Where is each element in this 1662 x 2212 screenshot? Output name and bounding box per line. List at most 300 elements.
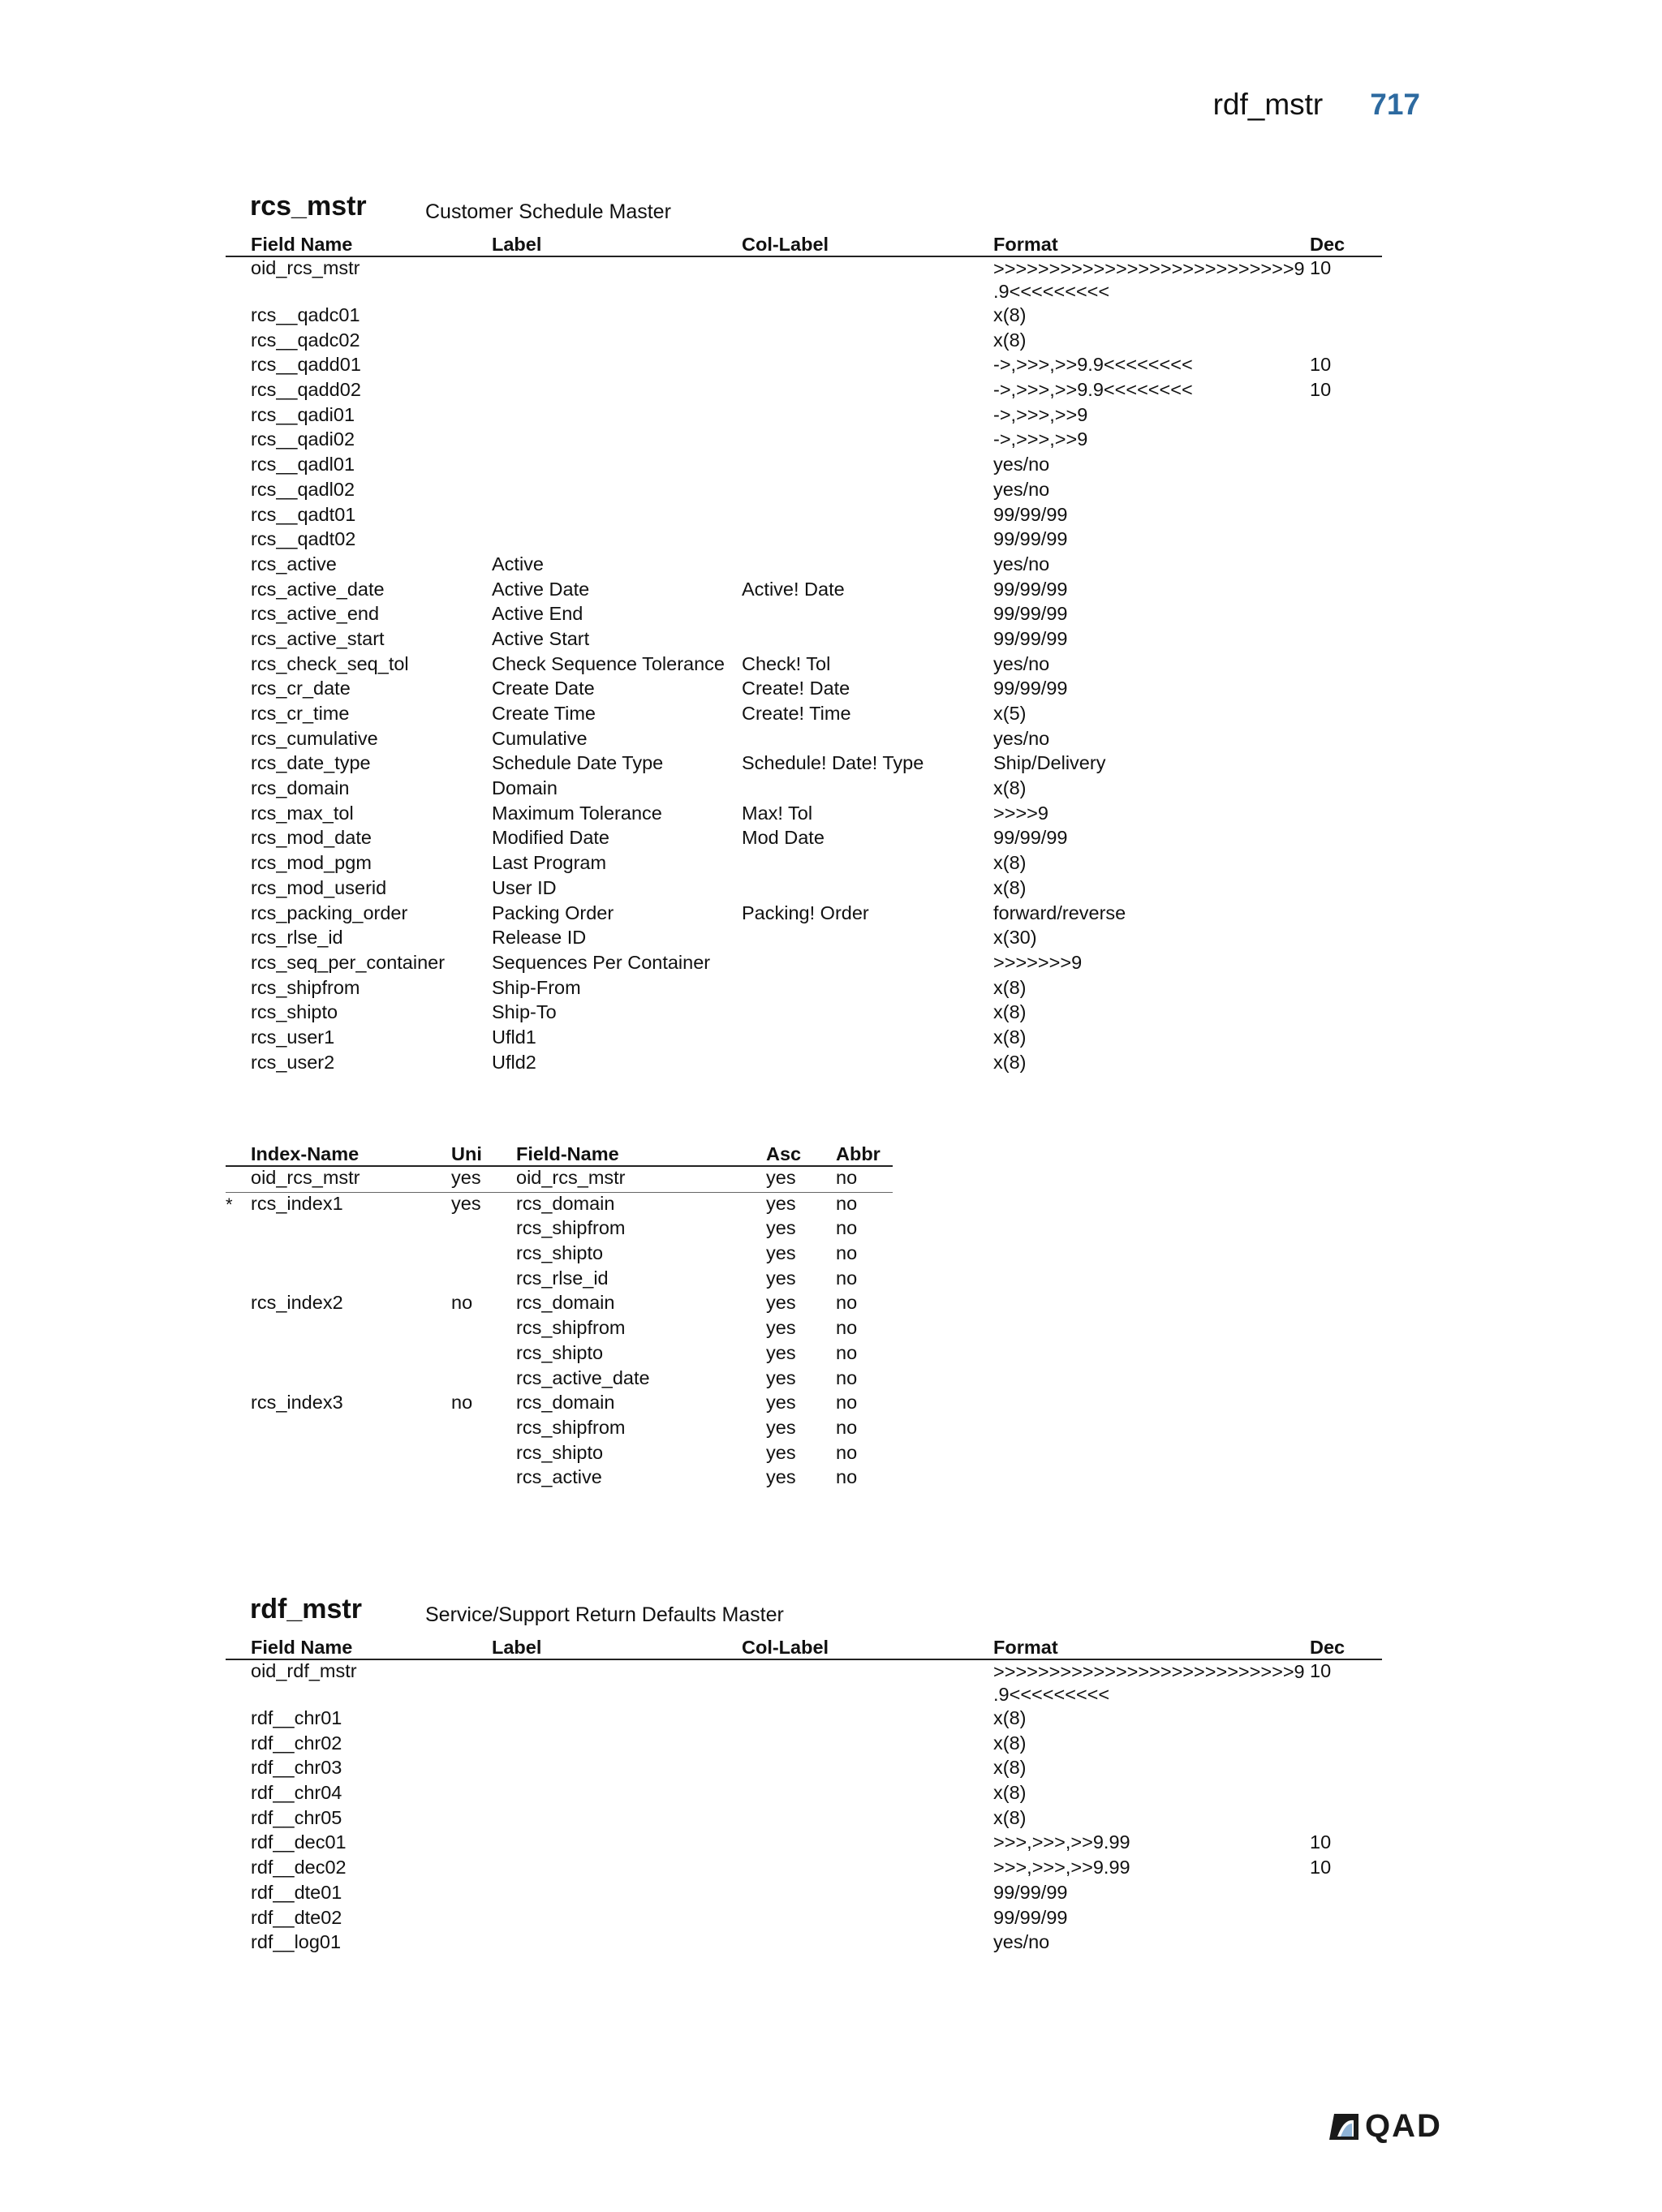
col-header-abbr: Abbr — [836, 1141, 893, 1166]
field-name-cell: rcs__qadc01 — [251, 304, 360, 325]
table-row — [226, 1192, 893, 1217]
dec-cell — [1310, 528, 1382, 553]
col-label-cell — [742, 504, 993, 529]
table-row — [226, 1342, 893, 1367]
format-cell: x(8) — [993, 304, 1027, 325]
format-cell: yes/no — [993, 454, 1050, 476]
format-cell: x(8) — [993, 1026, 1027, 1048]
col-header-col-label: Col-Label — [742, 1634, 993, 1659]
dec-cell — [1310, 479, 1382, 504]
table-row — [226, 1907, 1382, 1932]
label-cell: Release ID — [492, 927, 587, 949]
format-cell: x(8) — [993, 1001, 1027, 1023]
table-row — [226, 628, 1382, 653]
col-label-cell — [742, 952, 993, 977]
field-name-cell: oid_rdf_mstr — [251, 1660, 357, 1681]
index-name-cell — [226, 1217, 451, 1242]
table-row — [226, 653, 1382, 678]
table-name: rcs_mstr — [250, 191, 367, 222]
field-name-cell: rcs_user1 — [251, 1026, 335, 1048]
field-name-cell: rdf__dec02 — [251, 1857, 347, 1878]
col-header-dec: Dec — [1310, 231, 1382, 256]
format-cell: 99/99/99 — [993, 627, 1068, 649]
col-header-uni: Uni — [451, 1141, 516, 1166]
index-field-cell — [516, 1392, 766, 1417]
label-cell — [492, 1659, 742, 1707]
rdf-mstr-heading — [226, 1594, 1382, 1634]
table-row — [226, 454, 1382, 479]
abbreviated-cell — [836, 1267, 893, 1293]
field-name-cell: rdf__dte01 — [251, 1881, 342, 1903]
abbreviated-cell — [836, 1442, 893, 1467]
abbreviated-cell-text: no — [836, 1366, 858, 1388]
dec-cell — [1310, 952, 1382, 977]
dec-cell — [1310, 404, 1382, 429]
index-name-cell — [226, 1367, 451, 1392]
field-name-cell: rcs_date_type — [251, 752, 371, 774]
col-header-dec: Dec — [1310, 1634, 1382, 1659]
ascending-cell-text: yes — [766, 1341, 796, 1363]
field-name-cell: rcs_user2 — [251, 1051, 335, 1073]
ascending-cell — [766, 1192, 836, 1217]
dec-cell — [1310, 1757, 1382, 1782]
rcs-index-table — [226, 1141, 893, 1491]
format-cell: x(8) — [993, 329, 1027, 351]
abbreviated-cell — [836, 1192, 893, 1217]
index-name-cell — [226, 1242, 451, 1267]
index-field-cell — [516, 1242, 766, 1267]
label-cell — [492, 1807, 742, 1832]
col-header-index-name: Index-Name — [226, 1141, 451, 1166]
index-field-cell — [516, 1367, 766, 1392]
label-cell: Cumulative — [492, 727, 588, 749]
label-cell — [492, 1707, 742, 1732]
table-row — [226, 728, 1382, 753]
table-row — [226, 1242, 893, 1267]
index-field-cell — [516, 1342, 766, 1367]
abbreviated-cell — [836, 1466, 893, 1491]
abbreviated-cell — [836, 1166, 893, 1192]
format-cell: ->,>>>,>>9 — [993, 428, 1088, 450]
label-cell — [492, 1757, 742, 1782]
format-cell: 99/99/99 — [993, 503, 1068, 525]
field-name-cell: rcs_shipfrom — [251, 976, 360, 998]
format-cell: x(30) — [993, 927, 1037, 949]
format-cell: yes/no — [993, 652, 1050, 674]
field-name-cell: rdf__dec01 — [251, 1831, 347, 1853]
field-name-cell: rcs__qadt02 — [251, 528, 356, 550]
col-label-cell — [742, 927, 993, 952]
dec-cell — [1310, 1807, 1382, 1832]
unique-cell — [451, 1442, 516, 1467]
ascending-cell-text: yes — [766, 1217, 796, 1239]
table-row — [226, 479, 1382, 504]
dec-cell: 10 — [1310, 1831, 1332, 1853]
table-row — [226, 1417, 893, 1442]
dec-cell — [1310, 852, 1382, 877]
table-row — [226, 1466, 893, 1491]
index-field-cell-text: rcs_shipto — [516, 1441, 604, 1463]
ascending-cell-text: yes — [766, 1441, 796, 1463]
table-row — [226, 329, 1382, 355]
table-description: Customer Schedule Master — [425, 200, 671, 223]
index-field-cell-text: oid_rcs_mstr — [516, 1167, 626, 1188]
table-row — [226, 1166, 893, 1192]
index-field-cell-text: rcs_shipto — [516, 1242, 604, 1264]
table-row — [226, 852, 1382, 877]
label-cell — [492, 329, 742, 355]
field-name-cell: rcs__qadd02 — [251, 379, 361, 401]
rdf-field-table — [226, 1634, 1382, 1956]
ascending-cell — [766, 1166, 836, 1192]
index-name-cell — [226, 1317, 451, 1342]
index-name-cell-text: rcs_index3 — [251, 1392, 343, 1414]
ascending-cell-text: yes — [766, 1242, 796, 1264]
col-label-cell — [742, 553, 993, 579]
field-name-cell: rcs_seq_per_container — [251, 951, 446, 973]
format-cell: yes/no — [993, 478, 1050, 500]
index-field-cell-text: rcs_shipfrom — [516, 1217, 626, 1239]
index-field-cell — [516, 1267, 766, 1293]
abbreviated-cell — [836, 1417, 893, 1442]
table-row — [226, 379, 1382, 404]
table-row — [226, 1782, 1382, 1807]
col-header-asc: Asc — [766, 1141, 836, 1166]
field-name-cell: rcs_mod_date — [251, 827, 372, 849]
col-label-cell — [742, 1857, 993, 1882]
format-cell: 99/99/99 — [993, 678, 1068, 699]
col-label-cell — [742, 1052, 993, 1077]
field-name-cell: rcs__qadd01 — [251, 354, 361, 376]
abbreviated-cell-text: no — [836, 1217, 858, 1239]
field-name-cell: rdf__chr04 — [251, 1782, 342, 1804]
dec-cell — [1310, 1707, 1382, 1732]
table-row — [226, 504, 1382, 529]
unique-cell — [451, 1367, 516, 1392]
label-cell — [492, 504, 742, 529]
unique-cell — [451, 1242, 516, 1267]
ascending-cell — [766, 1466, 836, 1491]
col-header-field-name: Field-Name — [516, 1141, 766, 1166]
qad-logo — [1328, 2108, 1442, 2145]
abbreviated-cell — [836, 1342, 893, 1367]
field-name-cell: rcs_cumulative — [251, 727, 378, 749]
index-name-cell — [226, 1417, 451, 1442]
table-row — [226, 1831, 1382, 1857]
field-name-cell: rcs_domain — [251, 777, 350, 799]
dec-cell — [1310, 877, 1382, 902]
table-row — [226, 1392, 893, 1417]
field-name-cell: rcs__qadt01 — [251, 503, 356, 525]
ascending-cell-text: yes — [766, 1366, 796, 1388]
ascending-cell — [766, 1417, 836, 1442]
ascending-cell — [766, 1442, 836, 1467]
unique-cell-text: no — [451, 1292, 473, 1314]
ascending-cell-text: yes — [766, 1317, 796, 1339]
col-label-cell: Check! Tol — [742, 652, 831, 674]
label-cell — [492, 1782, 742, 1807]
index-field-cell — [516, 1317, 766, 1342]
col-label-cell — [742, 603, 993, 628]
table-row — [226, 1317, 893, 1342]
ascending-cell-text: yes — [766, 1392, 796, 1414]
table-row — [226, 603, 1382, 628]
ascending-cell — [766, 1317, 836, 1342]
col-label-cell — [742, 454, 993, 479]
field-name-cell: rcs_active_end — [251, 603, 380, 625]
dec-cell — [1310, 553, 1382, 579]
label-cell: User ID — [492, 876, 557, 898]
dec-cell — [1310, 1732, 1382, 1758]
col-label-cell — [742, 1807, 993, 1832]
table-row — [226, 1026, 1382, 1052]
label-cell: Schedule Date Type — [492, 752, 664, 774]
field-name-cell: rdf__dte02 — [251, 1906, 342, 1928]
dec-cell — [1310, 603, 1382, 628]
qad-logo-mark-icon — [1328, 2112, 1360, 2141]
index-name-cell — [226, 1267, 451, 1293]
table-row — [226, 428, 1382, 454]
label-cell: Ship-From — [492, 976, 581, 998]
field-name-cell: rdf__log01 — [251, 1931, 342, 1953]
table-row — [226, 827, 1382, 852]
dec-cell — [1310, 803, 1382, 828]
format-cell: 99/99/99 — [993, 578, 1068, 600]
dec-cell: 10 — [1310, 379, 1332, 401]
abbreviated-cell-text: no — [836, 1242, 858, 1264]
label-cell — [492, 1831, 742, 1857]
field-name-cell: rcs_active_date — [251, 578, 385, 600]
index-field-cell — [516, 1417, 766, 1442]
unique-cell — [451, 1392, 516, 1417]
dec-cell — [1310, 927, 1382, 952]
unique-cell — [451, 1292, 516, 1317]
col-label-cell — [742, 404, 993, 429]
field-name-cell: rcs_shipto — [251, 1001, 338, 1023]
unique-cell — [451, 1417, 516, 1442]
label-cell — [492, 479, 742, 504]
table-row — [226, 256, 1382, 304]
field-name-cell: rdf__chr02 — [251, 1732, 342, 1754]
abbreviated-cell — [836, 1317, 893, 1342]
col-label-cell: Packing! Order — [742, 902, 869, 923]
table-row — [226, 703, 1382, 728]
label-cell: Ufld2 — [492, 1051, 536, 1073]
index-name-cell — [226, 1342, 451, 1367]
index-table-header — [226, 1141, 893, 1166]
index-name-cell-text: rcs_index1 — [251, 1192, 343, 1214]
field-name-cell: rcs__qadl02 — [251, 478, 355, 500]
abbreviated-cell-text: no — [836, 1392, 858, 1414]
field-name-cell: rcs__qadl01 — [251, 454, 355, 476]
index-name-cell — [226, 1192, 451, 1217]
dec-cell: 10 — [1310, 257, 1332, 278]
format-cell: x(8) — [993, 876, 1027, 898]
label-cell: Modified Date — [492, 827, 609, 849]
table-row — [226, 752, 1382, 777]
table-row — [226, 1931, 1382, 1956]
label-cell — [492, 528, 742, 553]
col-label-cell: Create! Time — [742, 703, 851, 724]
index-field-cell-text: rcs_shipfrom — [516, 1416, 626, 1438]
index-field-cell — [516, 1292, 766, 1317]
unique-cell — [451, 1217, 516, 1242]
table-row — [226, 803, 1382, 828]
abbreviated-cell — [836, 1242, 893, 1267]
col-header-format: Format — [993, 1634, 1310, 1659]
abbreviated-cell-text: no — [836, 1416, 858, 1438]
abbreviated-cell — [836, 1217, 893, 1242]
index-name-cell-text: rcs_index2 — [251, 1292, 343, 1314]
ascending-cell-text: yes — [766, 1167, 796, 1188]
format-cell: >>>>9 — [993, 802, 1048, 824]
label-cell — [492, 1882, 742, 1907]
abbreviated-cell-text: no — [836, 1466, 858, 1488]
format-cell: ->,>>>,>>9.9<<<<<<<< — [993, 379, 1193, 401]
col-label-cell — [742, 1732, 993, 1758]
dec-cell — [1310, 329, 1382, 355]
table-row — [226, 528, 1382, 553]
format-cell: forward/reverse — [993, 902, 1126, 923]
col-label-cell — [742, 852, 993, 877]
dec-cell — [1310, 653, 1382, 678]
label-cell — [492, 1857, 742, 1882]
col-label-cell — [742, 1026, 993, 1052]
field-name-cell: rcs_active_start — [251, 627, 385, 649]
field-name-cell: rcs__qadc02 — [251, 329, 360, 351]
dec-cell: 10 — [1310, 1660, 1332, 1681]
dec-cell — [1310, 777, 1382, 803]
index-name-cell — [226, 1442, 451, 1467]
label-cell — [492, 379, 742, 404]
col-label-cell — [742, 977, 993, 1002]
logo-text: QAD — [1365, 2108, 1442, 2144]
label-cell: Create Time — [492, 703, 596, 724]
index-field-cell-text: rcs_domain — [516, 1292, 615, 1314]
ascending-cell — [766, 1267, 836, 1293]
format-cell: 99/99/99 — [993, 528, 1068, 550]
ascending-cell — [766, 1342, 836, 1367]
dec-cell — [1310, 428, 1382, 454]
dec-cell — [1310, 1001, 1382, 1026]
format-cell: x(8) — [993, 1732, 1027, 1754]
dec-cell — [1310, 504, 1382, 529]
index-field-cell — [516, 1217, 766, 1242]
abbreviated-cell-text: no — [836, 1167, 858, 1188]
field-name-cell: rcs_active — [251, 553, 337, 575]
dec-cell — [1310, 728, 1382, 753]
table-row — [226, 1857, 1382, 1882]
table-row — [226, 1807, 1382, 1832]
col-label-cell — [742, 1659, 993, 1707]
dec-cell — [1310, 1052, 1382, 1077]
ascending-cell-text: yes — [766, 1466, 796, 1488]
col-header-label: Label — [492, 231, 742, 256]
col-label-cell — [742, 479, 993, 504]
format-cell: yes/no — [993, 1931, 1050, 1953]
format-cell: x(8) — [993, 777, 1027, 799]
label-cell — [492, 1732, 742, 1758]
format-cell: ->,>>>,>>9.9<<<<<<<< — [993, 354, 1193, 376]
index-field-cell-text: rcs_shipto — [516, 1341, 604, 1363]
table-row — [226, 1292, 893, 1317]
format-cell: x(8) — [993, 1707, 1027, 1728]
index-field-cell — [516, 1466, 766, 1491]
table-row — [226, 1442, 893, 1467]
table-row — [226, 304, 1382, 329]
label-cell: Domain — [492, 777, 558, 799]
field-name-cell: rcs_max_tol — [251, 802, 354, 824]
format-cell: >>>,>>>,>>9.99 — [993, 1831, 1130, 1853]
format-cell: x(8) — [993, 976, 1027, 998]
label-cell: Packing Order — [492, 902, 614, 923]
rcs-mstr-section — [226, 191, 1382, 1076]
dec-cell — [1310, 752, 1382, 777]
index-field-cell-text: rcs_active_date — [516, 1366, 650, 1388]
label-cell — [492, 256, 742, 304]
table-row — [226, 354, 1382, 379]
ascending-cell-text: yes — [766, 1416, 796, 1438]
dec-cell — [1310, 628, 1382, 653]
col-label-cell — [742, 877, 993, 902]
running-head — [1213, 88, 1420, 128]
dec-cell — [1310, 454, 1382, 479]
col-label-cell — [742, 528, 993, 553]
col-label-cell — [742, 428, 993, 454]
index-name-cell — [226, 1292, 451, 1317]
label-cell — [492, 1907, 742, 1932]
abbreviated-cell — [836, 1392, 893, 1417]
format-cell: >>>>>>>>>>>>>>>>>>>>>>>>>>>9 .9<<<<<<<<< — [993, 258, 1305, 302]
dec-cell — [1310, 579, 1382, 604]
col-label-cell: Active! Date — [742, 578, 845, 600]
table-row — [226, 1267, 893, 1293]
format-cell: 99/99/99 — [993, 1881, 1068, 1903]
col-header-col-label: Col-Label — [742, 231, 993, 256]
field-name-cell: rdf__chr05 — [251, 1806, 342, 1828]
table-row — [226, 902, 1382, 927]
col-label-cell — [742, 1831, 993, 1857]
field-name-cell: rcs__qadi01 — [251, 403, 355, 425]
format-cell: >>>>>>>9 — [993, 951, 1083, 973]
format-cell: 99/99/99 — [993, 1906, 1068, 1928]
field-table-header — [226, 231, 1382, 256]
running-head-title: rdf_mstr — [1212, 88, 1324, 121]
format-cell: yes/no — [993, 553, 1050, 575]
table-row — [226, 1732, 1382, 1758]
col-label-cell: Schedule! Date! Type — [742, 752, 924, 774]
index-field-cell-text: rcs_shipfrom — [516, 1317, 626, 1339]
dec-cell — [1310, 1782, 1382, 1807]
unique-cell — [451, 1466, 516, 1491]
dec-cell — [1310, 977, 1382, 1002]
col-label-cell — [742, 1782, 993, 1807]
field-name-cell: rcs_cr_date — [251, 678, 351, 699]
col-label-cell — [742, 304, 993, 329]
unique-cell — [451, 1342, 516, 1367]
label-cell — [492, 454, 742, 479]
field-name-cell: rdf__chr03 — [251, 1757, 342, 1779]
abbreviated-cell — [836, 1367, 893, 1392]
col-label-cell: Create! Date — [742, 678, 850, 699]
ascending-cell — [766, 1242, 836, 1267]
unique-cell — [451, 1166, 516, 1192]
col-label-cell — [742, 1757, 993, 1782]
field-name-cell: rcs_rlse_id — [251, 927, 343, 949]
index-field-cell-text: rcs_domain — [516, 1392, 615, 1414]
col-label-cell — [742, 1907, 993, 1932]
col-label-cell — [742, 329, 993, 355]
